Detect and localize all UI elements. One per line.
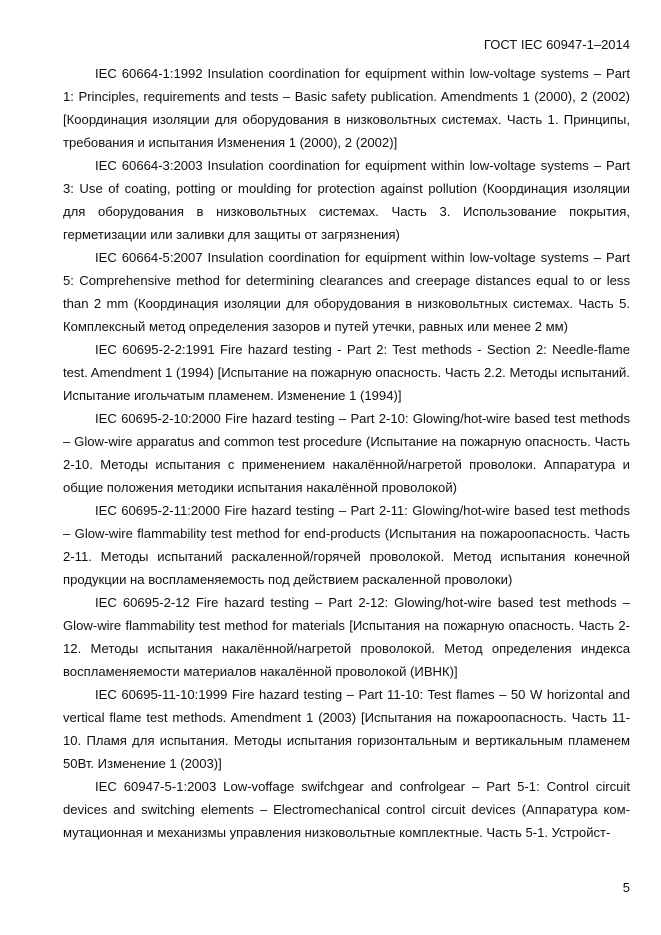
reference-list [63, 62, 630, 844]
reference-item: IEC 60695-2-11:2000 Fire hazard testing – Part 2-11: Glowing/hot-wire based test methods – Glow-wire flammability test method for end-products (Испытания на пожароопасность. Часть 2-11. Методы испытаний раскаленной/горячей проволокой. Метод испытания конечной продукции на воспламеняемость под действием раскаленной проволоки) [63, 503, 630, 587]
reference-item: IEC 60695-2-10:2000 Fire hazard testing – Part 2-10: Glowing/hot-wire based test methods – Glow-wire apparatus and common test procedure (Испытание на пожарную опасность. Часть 2-10. Методы испытания с применением накалённой/нагретой проволоки. Аппаратура и общие положения методики испытания накалённой проволокой) [63, 411, 630, 495]
document-header: ГОСТ IEC 60947-1–2014 [483, 37, 630, 52]
reference-item: IEC 60664-1:1992 Insulation coordination for equipment within low-voltage systems – Part 1: Principles, requirements and tests – Basic safety publication. Amendments 1 (2000), 2 (2002) [Координация изоляции для оборудования в низковольтных системах. Часть 1. Принципы, требования и испытания Изменения 1 (2000), 2 (2002)] [63, 66, 630, 150]
reference-item: IEC 60695-2-12 Fire hazard testing – Part 2-12: Glowing/hot-wire based test methods – Glow-wire flammability test method for materials [Испытания на пожарную опасность. Часть 2-12. Методы испытания накалённой/нагретой проволокой. Метод определения индекса воспламеняемости материалов накалённой проволокой (ИВНК)] [63, 595, 630, 679]
reference-item: IEC 60695-2-2:1991 Fire hazard testing - Part 2: Test methods - Section 2: Needle-flame test. Amendment 1 (1994) [Испытание на пожарную опасность. Часть 2.2. Методы испытаний. Испытание игольчатым пламенем. Изменение 1 (1994)] [63, 342, 630, 403]
page-number: 5 [622, 880, 630, 895]
reference-item: IEC 60695-11-10:1999 Fire hazard testing – Part 11-10: Test flames – 50 W horizontal and vertical flame test methods. Amendment 1 (2003) [Испытания на пожароопасность. Часть 11-10. Пламя для испытания. Методы испытания горизонтальным и вертикальным пламенем 50Вт. Изменение 1 (2003)] [63, 687, 630, 771]
reference-item: IEC 60664-5:2007 Insulation coordination for equipment within low-voltage systems – Part 5: Comprehensive method for determining clearances and creepage distances equal to or less than 2 mm (Координация изоляции для оборудования в низковольтных системах. Часть 5. Комплексный метод определения зазоров и путей утечки, равных или менее 2 мм) [63, 250, 630, 334]
reference-item: IEC 60947-5-1:2003 Low-voffage swifchgear and confrolgear – Part 5-1: Control circuit devices and switching elements – Electromechanical control circuit devices (Аппаратура коммутационная и механизмы управления низковольтные комплектные. Часть 5-1. Устройст- [63, 779, 630, 840]
reference-item: IEC 60664-3:2003 Insulation coordination for equipment within low-voltage systems – Part 3: Use of coating, potting or moulding for protection against pollution (Координация изоляции для оборудования в низковольтных системах. Часть 3. Использование покрытия, герметизации или заливки для защиты от загрязнения) [63, 158, 630, 242]
